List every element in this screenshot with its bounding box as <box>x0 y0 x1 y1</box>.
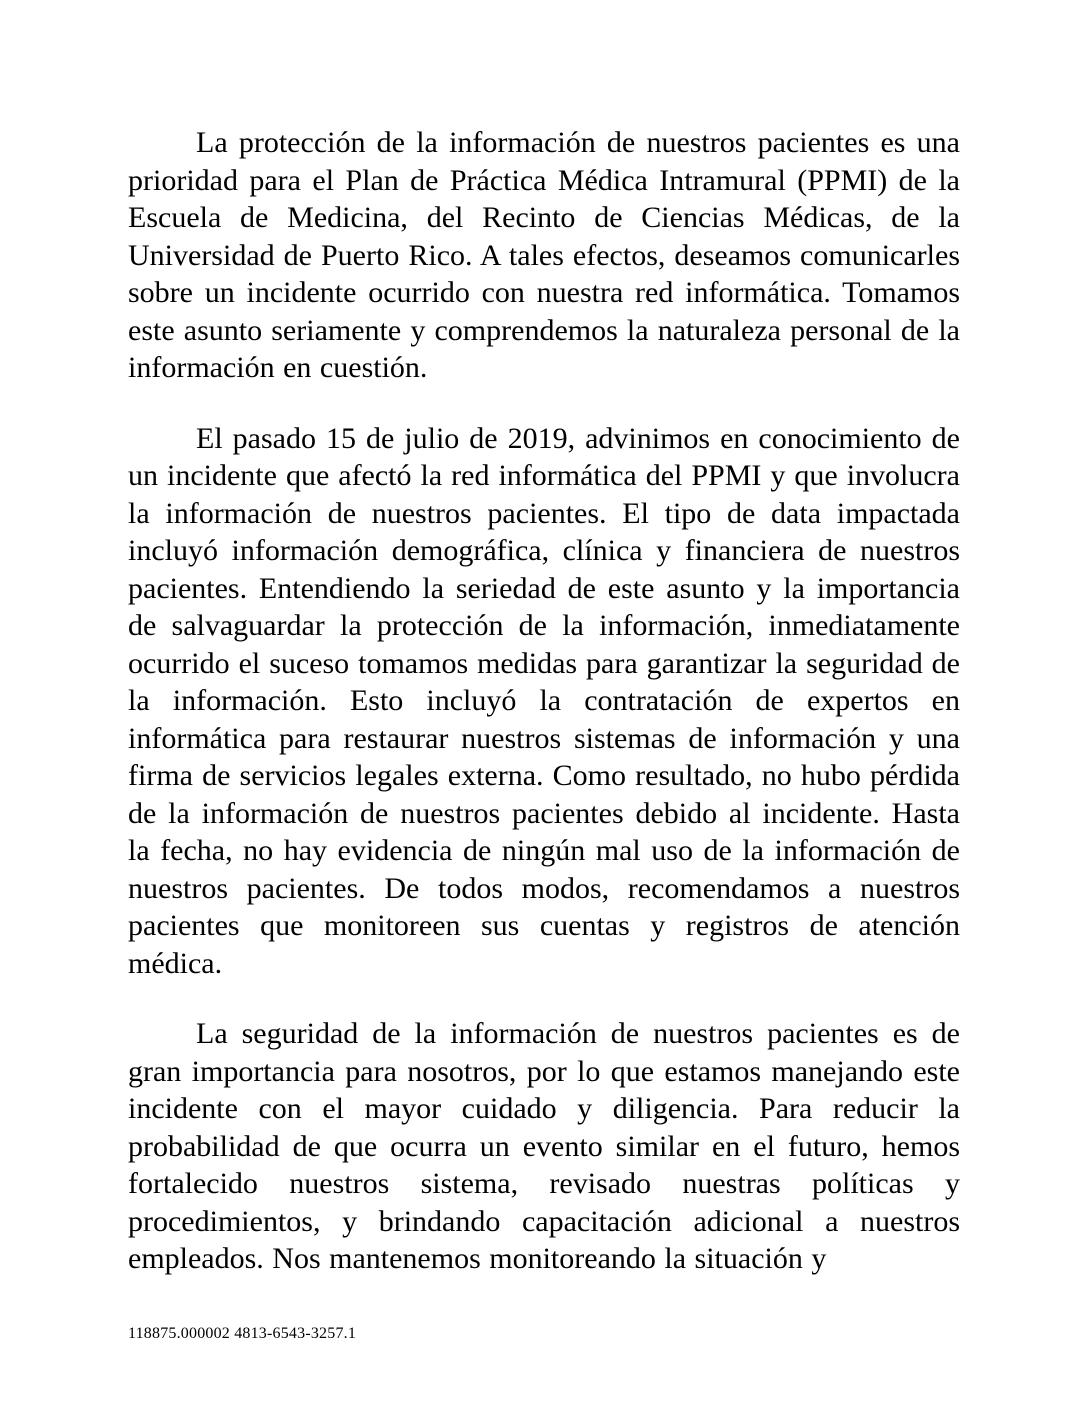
letter-paragraph-2: El pasado 15 de julio de 2019, advinimos en conocimiento de un incidente que afectó la red informática del PPMI y que involucra la información de nuestros pacientes. El tipo de data impactada incluyó información demográfica, clínica y financiera de nuestros pacientes. Entendiendo la seriedad de este asunto y la importancia de salvaguardar la protección de la información, inmediatamente ocurrido el suceso tomamos medidas para garantizar la seguridad de la información. Esto incluyó la contratación de expertos en informática para restaurar nuestros sistemas de información y una firma de servicios legales externa. Como resultado, no hubo pérdida de la información de nuestros pacientes debido al incidente. Hasta la fecha, no hay evidencia de ningún mal uso de la información de nuestros pacientes. De todos modos, recomendamos a nuestros pacientes que monitoreen sus cuentas y registros de atención médica. <box>128 421 960 980</box>
letter-body <box>128 124 960 1311</box>
letter-paragraph-3: La seguridad de la información de nuestros pacientes es de gran importancia para nosotros, por lo que estamos manejando este incidente con el mayor cuidado y diligencia. Para reducir la probabilidad de que ocurra un evento similar en el futuro, hemos fortalecido nuestros sistema, revisado nuestras políticas y procedimientos, y brindando capacitación adicional a nuestros empleados. Nos mantenemos monitoreando la situación y <box>128 1017 960 1275</box>
letter-paragraph-1: La protección de la información de nuestros pacientes es una prioridad para el Plan de Práctica Médica Intramural (PPMI) de la Escuela de Medicina, del Recinto de Ciencias Médicas, de la Universidad de Puerto Rico. A tales efectos, deseamos comunicarles sobre un incidente ocurrido con nuestra red informática. Tomamos este asunto seriamente y comprendemos la naturaleza personal de la información en cuestión. <box>128 126 960 384</box>
document-control-number: 118875.000002 4813-6543-3257.1 <box>128 1325 357 1342</box>
